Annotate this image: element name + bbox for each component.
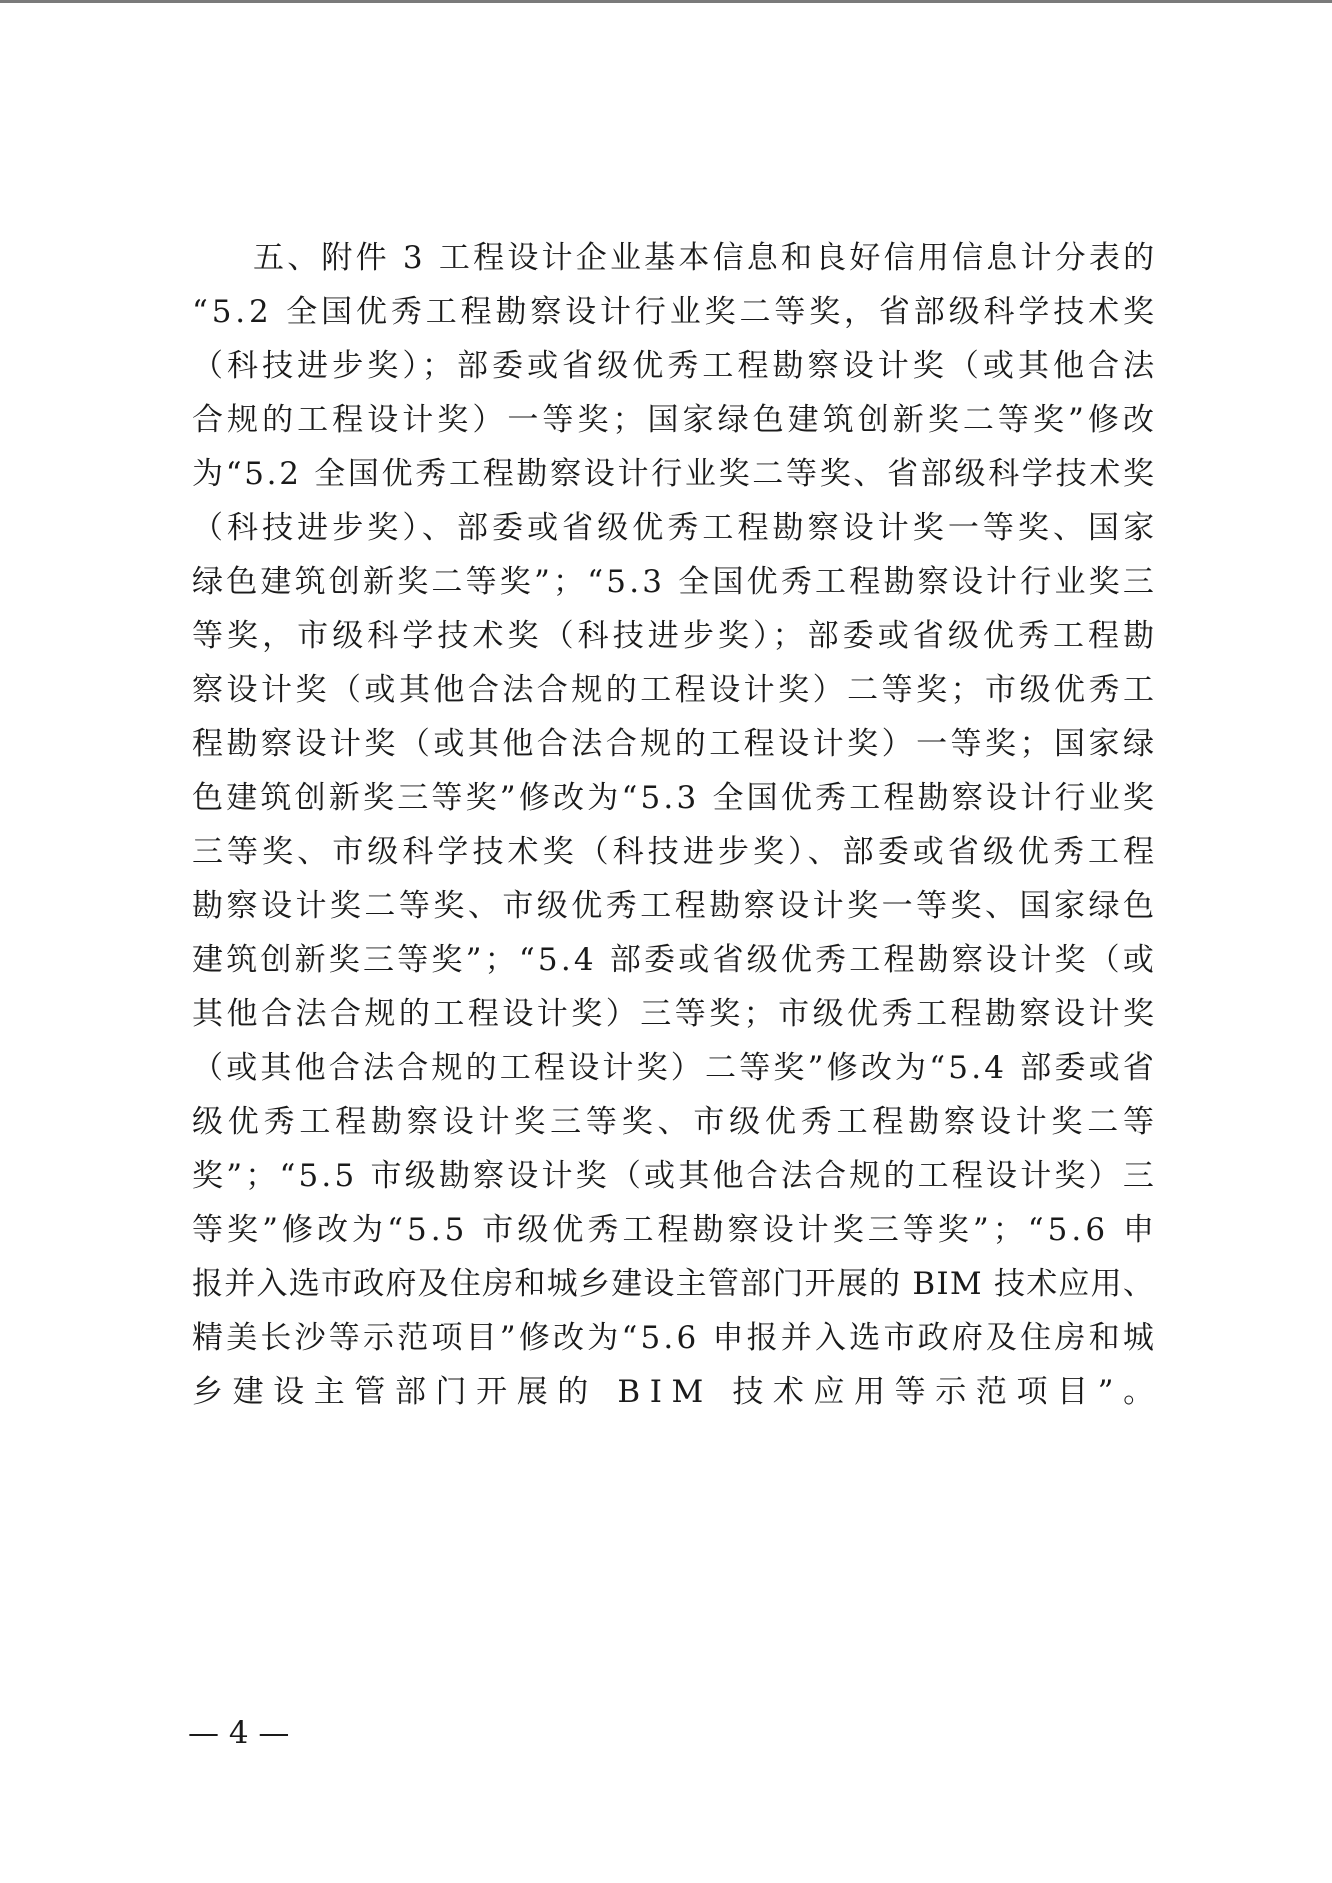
paragraph-line-5: 为“5.2 全国优秀工程勘察设计行业奖二等奖、省部级科学技术奖 — [192, 456, 1157, 492]
paragraph-line-17: 级优秀工程勘察设计奖三等奖、市级优秀工程勘察设计奖二等 — [192, 1104, 1159, 1140]
paragraph-line-11: 色建筑创新奖三等奖”修改为“5.3 全国优秀工程勘察设计行业奖 — [192, 780, 1158, 816]
paragraph-line-13: 勘察设计奖二等奖、市级优秀工程勘察设计奖一等奖、国家绿色 — [192, 888, 1158, 924]
paragraph-line-2: “5.2 全国优秀工程勘察设计行业奖二等奖，省部级科学技术奖 — [192, 294, 1158, 330]
paragraph-line-22: 乡建设主管部门开展的 BIM 技术应用等示范项目”。 — [192, 1374, 1164, 1410]
paragraph-line-15: 其他合法合规的工程设计奖）三等奖；市级优秀工程勘察设计奖 — [192, 996, 1158, 1032]
paragraph-line-6: （科技进步奖）、部委或省级优秀工程勘察设计奖一等奖、国家 — [192, 510, 1159, 546]
paragraph-line-9: 察设计奖（或其他合法合规的工程设计奖）二等奖；市级优秀工 — [192, 672, 1158, 708]
paragraph-line-12: 三等奖、市级科学技术奖（科技进步奖）、部委或省级优秀工程 — [192, 834, 1159, 870]
paragraph-line-14: 建筑创新奖三等奖”；“5.4 部委或省级优秀工程勘察设计奖（或 — [192, 942, 1158, 978]
paragraph-line-18: 奖”；“5.5 市级勘察设计奖（或其他合法合规的工程设计奖）三 — [192, 1158, 1158, 1194]
paragraph-line-20: 报并入选市政府及住房和城乡建设主管部门开展的 BIM 技术应用、 — [192, 1266, 1156, 1302]
paragraph-line-19: 等奖”修改为“5.5 市级优秀工程勘察设计奖三等奖”；“5.6 申 — [192, 1212, 1159, 1248]
paragraph-line-7: 绿色建筑创新奖二等奖”；“5.3 全国优秀工程勘察设计行业奖三 — [192, 564, 1158, 600]
paragraph-line-3: （科技进步奖）；部委或省级优秀工程勘察设计奖（或其他合法 — [192, 348, 1159, 384]
paragraph-line-16: （或其他合法合规的工程设计奖）二等奖”修改为“5.4 部委或省 — [192, 1050, 1158, 1086]
paragraph-line-8: 等奖，市级科学技术奖（科技进步奖）；部委或省级优秀工程勘 — [192, 618, 1159, 654]
paragraph-line-10: 程勘察设计奖（或其他合法合规的工程设计奖）一等奖；国家绿 — [192, 726, 1158, 762]
paragraph-line-4: 合规的工程设计奖）一等奖；国家绿色建筑创新奖二等奖”修改 — [192, 402, 1158, 438]
paragraph-line-21: 精美长沙等示范项目”修改为“5.6 申报并入选市政府及住房和城 — [192, 1320, 1158, 1356]
page-number: — 4 — — [188, 1715, 290, 1751]
paragraph-line-1: 五、附件 3 工程设计企业基本信息和良好信用信息计分表的 — [253, 240, 1158, 276]
